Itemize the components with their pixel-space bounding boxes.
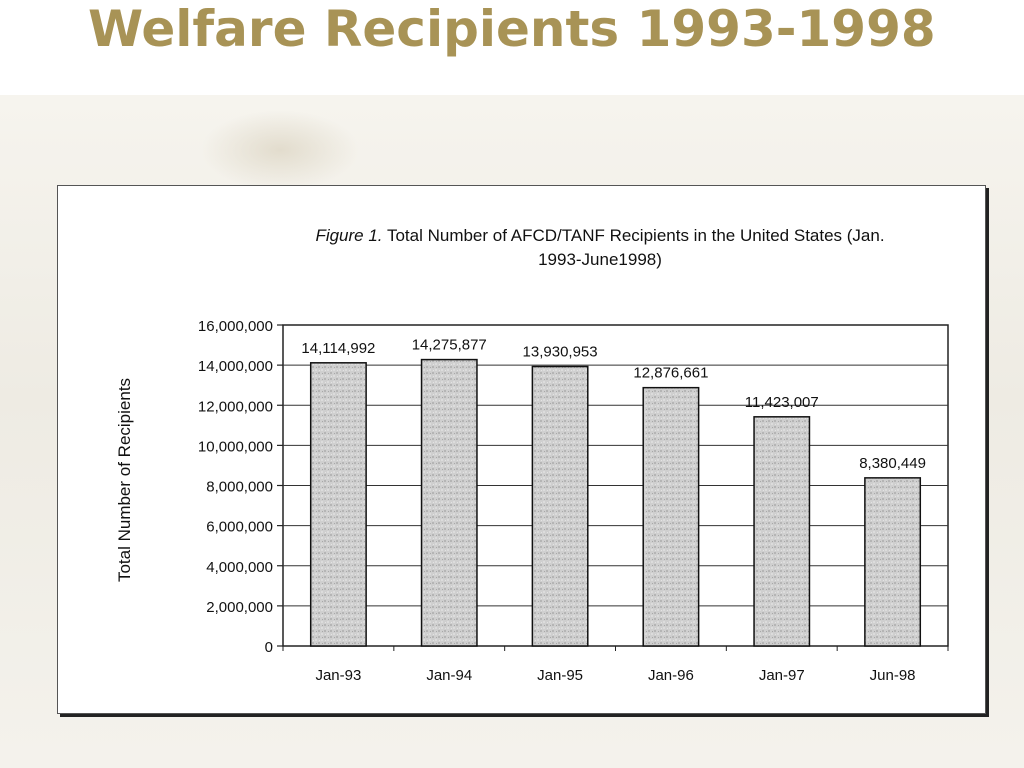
- chart-title-prefix: Figure 1.: [315, 226, 383, 245]
- x-tick-label: Jan-95: [537, 667, 584, 684]
- bar: [532, 367, 587, 646]
- bar-value-label: 14,114,992: [301, 339, 376, 357]
- bar: [865, 478, 920, 646]
- y-tick-label: 0: [264, 639, 273, 656]
- y-tick-label: 12,000,000: [197, 398, 273, 416]
- y-tick-label: 6,000,000: [206, 518, 273, 536]
- y-axis-ticks: [198, 318, 283, 656]
- bar-value-label: 11,423,007: [744, 393, 819, 411]
- y-tick-label: 4,000,000: [206, 558, 273, 576]
- bar: [422, 360, 477, 646]
- bar: [311, 363, 366, 646]
- x-tick-label: Jun-98: [869, 667, 916, 684]
- bar: [643, 388, 698, 646]
- bar-value-label: 8,380,449: [859, 454, 926, 472]
- chart-title-text: Total Number of AFCD/TANF Recipients in the United States (Jan. 1993-June1998): [386, 226, 885, 269]
- x-tick-label: Jan-97: [758, 667, 805, 684]
- x-tick-label: Jan-96: [647, 667, 694, 684]
- x-tick-label: Jan-94: [426, 667, 473, 684]
- y-axis-label: Total Number of Recipients: [115, 377, 134, 583]
- bar: [754, 417, 809, 646]
- bar-value-label: 12,876,661: [633, 364, 709, 382]
- y-tick-label: 14,000,000: [197, 358, 273, 376]
- slide-title: Welfare Recipients 1993-1998: [88, 0, 936, 58]
- y-tick-label: 16,000,000: [197, 318, 273, 335]
- y-tick-label: 2,000,000: [206, 598, 273, 616]
- y-tick-label: 10,000,000: [197, 438, 273, 456]
- bar-value-label: 13,930,953: [522, 343, 598, 361]
- x-tick-label: Jan-93: [315, 667, 362, 684]
- bar-value-label: 14,275,877: [411, 336, 487, 354]
- x-axis-ticks: [283, 646, 948, 684]
- y-tick-label: 8,000,000: [206, 478, 273, 496]
